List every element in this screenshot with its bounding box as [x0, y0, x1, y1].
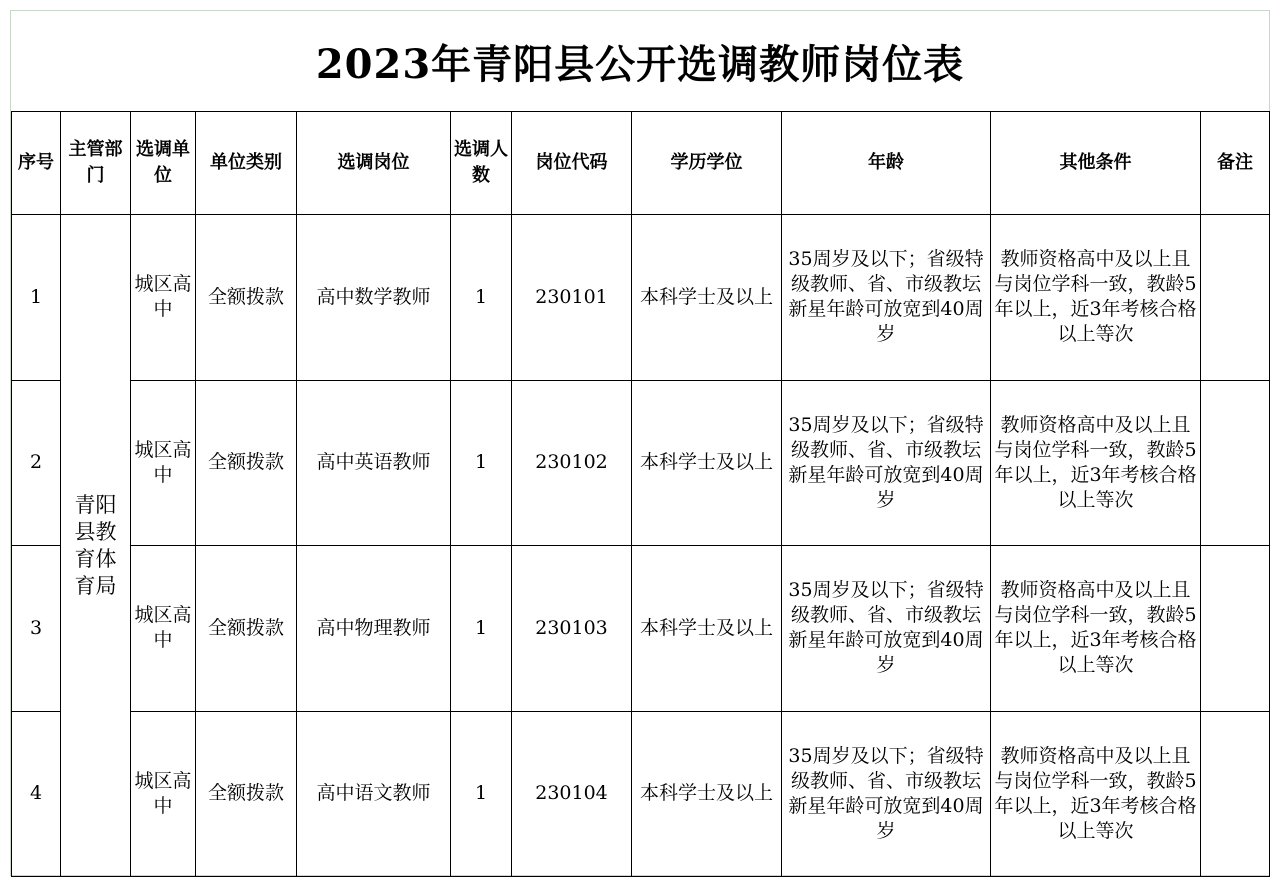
cell-count: 1	[451, 380, 512, 546]
cell-other: 教师资格高中及以上且与岗位学科一致，教龄5年以上，近3年考核合格以上等次	[991, 711, 1201, 877]
cell-unit: 城区高中	[131, 711, 196, 877]
cell-seq: 3	[12, 546, 61, 712]
header-code: 岗位代码	[512, 112, 632, 215]
cell-age: 35周岁及以下；省级特级教师、省、市级教坛新星年龄可放宽到40周岁	[782, 711, 991, 877]
cell-note	[1201, 711, 1270, 877]
header-age: 年龄	[782, 112, 991, 215]
header-education: 学历学位	[632, 112, 782, 215]
cell-position: 高中英语教师	[297, 380, 451, 546]
cell-code: 230103	[512, 546, 632, 712]
header-count: 选调人数	[451, 112, 512, 215]
cell-code: 230104	[512, 711, 632, 877]
cell-other: 教师资格高中及以上且与岗位学科一致，教龄5年以上，近3年考核合格以上等次	[991, 215, 1201, 381]
cell-age: 35周岁及以下；省级特级教师、省、市级教坛新星年龄可放宽到40周岁	[782, 215, 991, 381]
cell-position: 高中数学教师	[297, 215, 451, 381]
cell-education: 本科学士及以上	[632, 380, 782, 546]
header-note: 备注	[1201, 112, 1270, 215]
table-row	[12, 546, 1270, 712]
cell-education: 本科学士及以上	[632, 711, 782, 877]
header-department: 主管部门	[61, 112, 131, 215]
cell-code: 230101	[512, 215, 632, 381]
cell-age: 35周岁及以下；省级特级教师、省、市级教坛新星年龄可放宽到40周岁	[782, 546, 991, 712]
cell-department: 青阳县教育体育局	[61, 215, 131, 877]
table-row	[12, 380, 1270, 546]
cell-unit-type: 全额拨款	[196, 711, 297, 877]
cell-note	[1201, 380, 1270, 546]
positions-table	[11, 111, 1270, 877]
table-row	[12, 711, 1270, 877]
cell-unit-type: 全额拨款	[196, 546, 297, 712]
cell-position: 高中语文教师	[297, 711, 451, 877]
header-position: 选调岗位	[297, 112, 451, 215]
header-row	[12, 112, 1270, 215]
header-seq: 序号	[12, 112, 61, 215]
cell-other: 教师资格高中及以上且与岗位学科一致，教龄5年以上，近3年考核合格以上等次	[991, 380, 1201, 546]
cell-position: 高中物理教师	[297, 546, 451, 712]
cell-count: 1	[451, 546, 512, 712]
header-other: 其他条件	[991, 112, 1201, 215]
cell-education: 本科学士及以上	[632, 215, 782, 381]
header-unit-type: 单位类别	[196, 112, 297, 215]
cell-other: 教师资格高中及以上且与岗位学科一致，教龄5年以上，近3年考核合格以上等次	[991, 546, 1201, 712]
cell-seq: 1	[12, 215, 61, 381]
page-title: 2023年青阳县公开选调教师岗位表	[315, 40, 965, 88]
cell-note	[1201, 546, 1270, 712]
cell-unit: 城区高中	[131, 380, 196, 546]
header-unit: 选调单位	[131, 112, 196, 215]
cell-unit-type: 全额拨款	[196, 215, 297, 381]
cell-unit: 城区高中	[131, 215, 196, 381]
cell-age: 35周岁及以下；省级特级教师、省、市级教坛新星年龄可放宽到40周岁	[782, 380, 991, 546]
cell-education: 本科学士及以上	[632, 546, 782, 712]
cell-code: 230102	[512, 380, 632, 546]
table-row	[12, 215, 1270, 381]
cell-note	[1201, 215, 1270, 381]
cell-unit-type: 全额拨款	[196, 380, 297, 546]
cell-seq: 4	[12, 711, 61, 877]
cell-unit: 城区高中	[131, 546, 196, 712]
cell-seq: 2	[12, 380, 61, 546]
cell-count: 1	[451, 215, 512, 381]
cell-count: 1	[451, 711, 512, 877]
